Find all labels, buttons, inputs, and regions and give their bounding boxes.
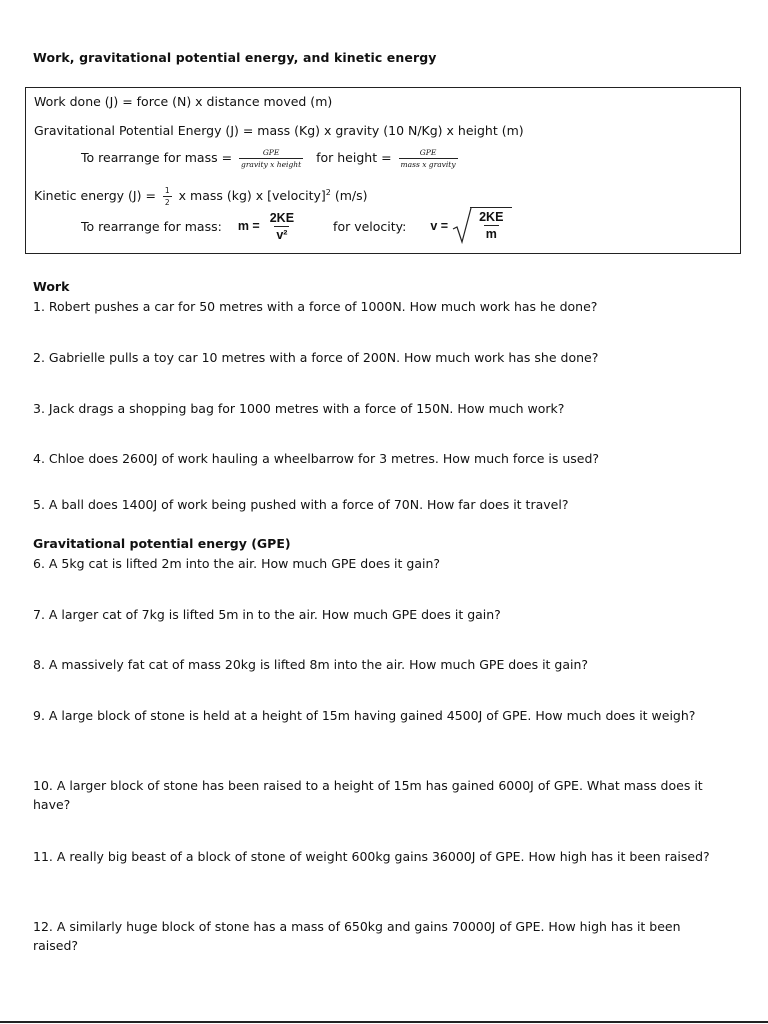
question-item: 6. A 5kg cat is lifted 2m into the air. How much GPE does it gain?	[33, 556, 441, 571]
ke-mass-denominator: v²	[276, 227, 288, 242]
sqrt-expression	[452, 207, 512, 245]
ke-mass-numerator: 2KE	[269, 210, 295, 225]
gpe-rearrange-line	[81, 148, 461, 169]
gpe-height-label: for height =	[316, 150, 392, 165]
gpe-height-numerator: GPE	[419, 148, 437, 157]
ke-velocity-fraction	[477, 210, 505, 241]
ke-half-numerator: 1	[164, 186, 170, 195]
ke-velocity-denominator: m	[485, 227, 497, 241]
ke-rearrange-prefix: To rearrange for mass:	[81, 218, 222, 234]
question-item: 9. A large block of stone is held at a height of 15m having gained 4500J of GPE. How much does it weigh?	[33, 708, 696, 723]
question-item: 3. Jack drags a shopping bag for 1000 metres with a force of 150N. How much work?	[33, 401, 565, 416]
work-formula: Work done (J) = force (N) x distance moved (m)	[34, 94, 333, 109]
ke-m-label: m =	[237, 219, 260, 233]
gpe-mass-fraction	[239, 148, 303, 169]
gpe-mass-denominator: gravity x height	[241, 160, 302, 169]
page-title: Work, gravitational potential energy, and kinetic energy	[33, 50, 437, 65]
question-item: 10. A larger block of stone has been raised to a height of 15m has gained 6000J of GPE. What mass does it have?	[33, 778, 703, 812]
gpe-formula: Gravitational Potential Energy (J) = mass (Kg) x gravity (10 N/Kg) x height (m)	[34, 123, 524, 138]
bottom-divider	[0, 1021, 768, 1023]
formula-box	[25, 87, 741, 254]
question-item: 5. A ball does 1400J of work being pushed with a force of 70N. How far does it travel?	[33, 497, 569, 512]
question-item: 4. Chloe does 2600J of work hauling a wheelbarrow for 3 metres. How much force is used?	[33, 451, 600, 466]
question-item: 2. Gabrielle pulls a toy car 10 metres with a force of 200N. How much work has she done?	[33, 350, 599, 365]
question-item: 7. A larger cat of 7kg is lifted 5m in to the air. How much GPE does it gain?	[33, 607, 501, 622]
ke-formula	[34, 186, 368, 207]
gpe-mass-numerator: GPE	[262, 148, 280, 157]
question-item: 11. A really big beast of a block of stone of weight 600kg gains 36000J of GPE. How high has it been raised?	[33, 849, 710, 864]
gpe-height-fraction	[399, 148, 458, 169]
question-item: 8. A massively fat cat of mass 20kg is lifted 8m into the air. How much GPE does it gain?	[33, 657, 589, 672]
ke-suffix-b: (m/s)	[334, 188, 368, 203]
sqrt-body	[470, 207, 512, 241]
ke-suffix-a: x mass (kg) x [velocity]	[178, 188, 326, 203]
ke-velocity-label: for velocity:	[333, 218, 407, 234]
ke-rearrange-line	[81, 206, 512, 246]
ke-suffix-superscript: 2	[325, 187, 331, 197]
gpe-rearrange-prefix: To rearrange for mass =	[81, 150, 233, 165]
ke-mass-fraction	[268, 211, 296, 242]
ke-half-fraction	[163, 186, 172, 207]
square-root-icon	[452, 207, 472, 245]
section-gpe-heading: Gravitational potential energy (GPE)	[33, 536, 291, 551]
ke-v-label: v =	[430, 219, 449, 233]
ke-velocity-numerator: 2KE	[479, 210, 504, 224]
gpe-height-denominator: mass x gravity	[400, 160, 456, 169]
ke-prefix: Kinetic energy (J) =	[34, 188, 156, 203]
section-work-heading: Work	[33, 279, 70, 294]
ke-half-denominator: 2	[164, 198, 170, 207]
question-item: 12. A similarly huge block of stone has a mass of 650kg and gains 70000J of GPE. How high has it been raised?	[33, 919, 681, 953]
question-item: 1. Robert pushes a car for 50 metres with a force of 1000N. How much work has he done?	[33, 299, 598, 314]
